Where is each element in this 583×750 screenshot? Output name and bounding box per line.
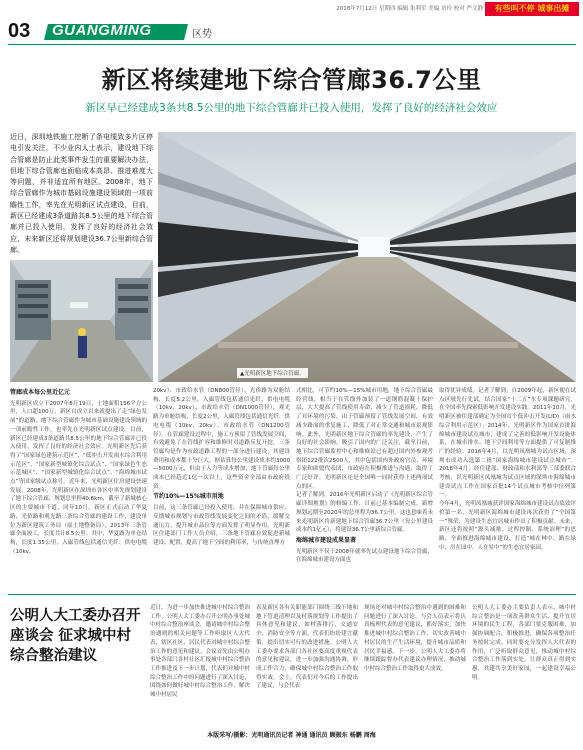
column-2-text: 20kv）、市政给水管（DN800管径）、光侨路为双舱结构，长度5.2公里，入廊管线包括通信光纤、供电电缆（10kv、20kv）、市政给水管（DN1000管径），观光路为单舱结构，长度2公里，入廊管线包括通信光纤、供电电缆（10kv、20kv）、市政给水管（DN1200管径）。在管廊建设过程中，施工方预留了管线发展空间，有效避免了在管线扩容和维修时对道路反复开挖。三条管廊均是作为市政道路工程的一部分进行建设，其建设费用和成本都十分巨大，据估算每公里建设成本约3000—5000万元，但由于入力等成本增加，地下管廊每公里成本已经趋近1亿一次以上，这些资金全部由市政府投资。 bbox=[153, 388, 290, 490]
header-rule bbox=[8, 44, 576, 45]
bottom-column-4: 公明人大工委办主要负责人表示，城中村综合整治是一项改善群众生活、提升宜居环境的民生工程，各部门要克服困难，加强协调配合，积极推进，确保各项整治任务按时完成。同时要充分发挥人大代表的作用，广泛听取群众意见，推动城中村综合整治工作落到实处，让群众真正得到实惠，共建共享美好家园，一起建设幸福公明。 bbox=[472, 605, 576, 681]
subheading-cost: 管廊成本每公里近亿元 bbox=[10, 389, 71, 396]
article-column-2 bbox=[153, 387, 290, 590]
section-name-cn: 区势 bbox=[192, 29, 212, 40]
bottom-headline: 公明人大工委办召开座谈会 征求城中村综合整治建议 bbox=[10, 608, 141, 664]
section-name-en: GUANGMING bbox=[52, 22, 152, 39]
byline-footer: 本版采写/摄影：光明通讯员记者 神通 通讯员 顾振东 杨鹏 周海 bbox=[207, 732, 376, 739]
section-header bbox=[8, 20, 298, 42]
photo-caption: ▲光明新区地下综合管廊。 bbox=[237, 368, 308, 378]
column-4b-text: 今年4月，光明凤凰城获评国家海绵城市建设试点绩效评价第一名，光明新区海绵城市建设再次获得了“全国第一”殊荣，为建设生态宜居城市作出了积极贡献。未来，新区还将按照“源头减排、过程控制、系统治理”的思路，全面推进海绵城市建设，打造“城在林中、路在绿中、房在园中、人在景中”的生态宜居家园。 bbox=[439, 501, 576, 551]
article-column-4 bbox=[439, 387, 576, 590]
subheading-land: 节约10%—15%城市用地 bbox=[153, 493, 224, 501]
column-4-text: 取得优异成绩。记者了解到，自2009年起，新区便在试点区域先行先试，结合国家“十二五”水专项课题研究，在全国率先探索低影响开发建设实践。2011年10月，光明新区被住建部确定为全国首个低冲击开发(LID)（雨水综合利用示范区）；2014年，光明新区作为国家首批海绵城市建设试点城市，建成了完善的低影响开发设施体系，在城市排水、地下空间利用等方面提供了可复制推广的经验。2016年4月，以光明凤凰城为试点区域，深圳市成功入选第二批“国家海绵城市建设试点城市”。2018年4月，经住建部、财政部和水利部等三部委联合考核，以光明新区凤凰城为试点区域的深圳市海绵城市建设试点工作在国家首批14个试点城市考核中位列第一。 bbox=[439, 388, 576, 499]
worker-photo bbox=[10, 260, 153, 382]
subheadline: 新区早已经建成3条共8.5公里的地下综合管廊并已投入使用，发挥了良好的经济社会效应 bbox=[85, 102, 498, 114]
article-column-1 bbox=[10, 387, 147, 590]
column-3-text: 式相比，可节约10%—15%城市用地，地下综合管廊最经营线，相当于在管线外加装了一道钢筋混凝土保护层，大大提高了管线使用寿命，减少了管道损耗，降低了对环境的污染，由于管廊预留了管线发展空间，有效减少路面的重复施工，降低了对正常交通和城市景观影响。此外，光明新区地下综合管廊的率先建设，产生了良好的社会影响，吸引了国内的广泛关注，截至目前，地下综合管廊监控中心和维修站已有超过国内外参观考察团122批次2500人，其中包括国内外政府官员、环境专家和欧盟代表团，市政府在积极推进与沟通，取得了广泛好评。光明新区还是全国唯一同时获得上述两项试点的区。 bbox=[296, 388, 433, 490]
issue-meta: 2018年7月12日 星期四 编辑 朱利军 美编 章玲 校对 严文静 bbox=[336, 6, 483, 12]
corner-ad: 有些叫不停 城事出摊 bbox=[485, 2, 579, 16]
column-3c-text: 光明新区不仅于2008年就率先试点建设地下综合管廊，在海绵城市建设方面也 bbox=[296, 548, 433, 564]
subheading-sponge: 海绵城市建设成果显著 bbox=[296, 536, 357, 544]
bottom-column-3: 现场还对城中村综合整治中遇到的困难和问题进行了深入讨论，与会人员表示将认真梳理代表的意见建议，抓好落实，加快推进城中村综合整治工作，切实改善城中村居民的生产生活环境，提升城市品质和居民幸福感。下一步，公明人大工委办将继续跟踪督办代表建议办理情况，推动城中村综合整治工作取得更大成效。 bbox=[364, 605, 466, 672]
column-1-text: 光明新区成立于2007年8月19日，土地面积156平方公里，人口超100万，新区自成立以来就提出了走“绿色发展”的道路，地下综合管廊作为城市基础设施建设领域的一项前瞻性工作，也率先在光明新区试点建设。目前，新区已经建成3条道路共8.5公里的地下综合管廊并已投入使用，发挥了良好的经济社会效应。光明新区先后获得了“国家绿色建筑示范区”、“低冲击开发雨水综合利用示范区”、“国家新型城镇化综合试点”、“国家绿色生态示范城区”、“国家新型城镇化综合试点”、“海绵城市试点”等国家级试点称号。近年来，光明新区住房建设快速发展，2008年，光明新区在深圳市各区中率先规划建设了地下综合管廊，规划总里程40.6km，截至了新城核心区的主要城市干道，同年10月，新区正式启动了华夏路、光侨路和观光路三条综合管廊的建设工作，建设单位为新区建筑工务局（原土地整备局），2013年三条管廊全面竣工，长度共计8.5公里。其中，华夏路为单仓结构，长度1.35公里，入廊管线包括通信光纤、供电电缆（10kv、 bbox=[10, 400, 147, 555]
lead-paragraph: 近日，深圳地铁施工挖断了条电缆致多片区停电引发关注，不少业内人士表示，建设地下综合管廊是防止此类事件发生的重要解决办法，但地下综合管廊也面临成本高昂、推进难度大等问题，并非适宜所有地区。2008年，地下综合管廊作为城市基础设施建设领域的一项前瞻性工作，率先在光明新区试点建设，目前，新区已经建成3条道路共8.5公里的地下综合管廊并已投入使用，发挥了良好的经济社会效应，未来新区还将规划建设36.7公里新综合管廊。 bbox=[10, 133, 153, 254]
bottom-column-1: 近日，为进一步加快推进城中村综合整治工作，公明人大工委办召开公明办事处城中村综合整治座谈会，邀请城中村综合整治遇到的相关问题等工作听取区人大代表、辖区社区、居民代表对城中村综合整治工作的意见和建议。会议首先由公明办事处各部门各村社区汇报城中村综合整治工作推进及下一步计划，代表们对城中村综合整治工作中的问题进行了深入讨论，围绕如何做好城中村综合整治工作、解决城中村居民 bbox=[150, 605, 250, 699]
article-divider bbox=[8, 594, 576, 595]
article-column-3 bbox=[296, 387, 433, 590]
page-number: 03 bbox=[8, 20, 31, 42]
tunnel-photo bbox=[158, 132, 576, 382]
masthead-bar bbox=[0, 0, 583, 18]
headline: 新区将续建地下综合管廊36.7公里 bbox=[101, 66, 482, 94]
bottom-column-2: 表及新区各有关职能部门围绕三线下地和地下管道清理以及村落规划等工作提出了具体意见和建议，如村落排污、交通安全、消防安全等方面，代表们纷纷建言献策，提出切实可行的改进措施。公明人大工委办要求各部门各社区要高度重视代表的意见和建议，进一步加强沟通协调，形成工作合力，确保城中村综合整治工作取得实效。会上，代表们对今后的工作提出了建议，与会代表 bbox=[256, 605, 358, 690]
column-3b-text: 记者了解到，2016年光明新区启动了《光明新区综合管廊详细规划》的修编工作，目前已基本编制完成，新增规划远期至2020年的总里程为36.7公里，这也意味着未来光明新区将新建地下综合管廊36.7公里（每公里建设成本约1亿元），将建设36.7公里新综合管廊。 bbox=[296, 492, 433, 534]
column-2b-text: 目前，这三条管廊已经投入使用，并在保障城市供应、反馈城市规划与市政管线发展变化之间的矛盾，缓解交通压力、提升城市品位等方面发挥了明显作用。光明新区住建部门工作人员介绍，三条地下管廊有效促进新城建设、配置，提高了地下空间的利用率，与传统直埋方 bbox=[153, 505, 290, 546]
